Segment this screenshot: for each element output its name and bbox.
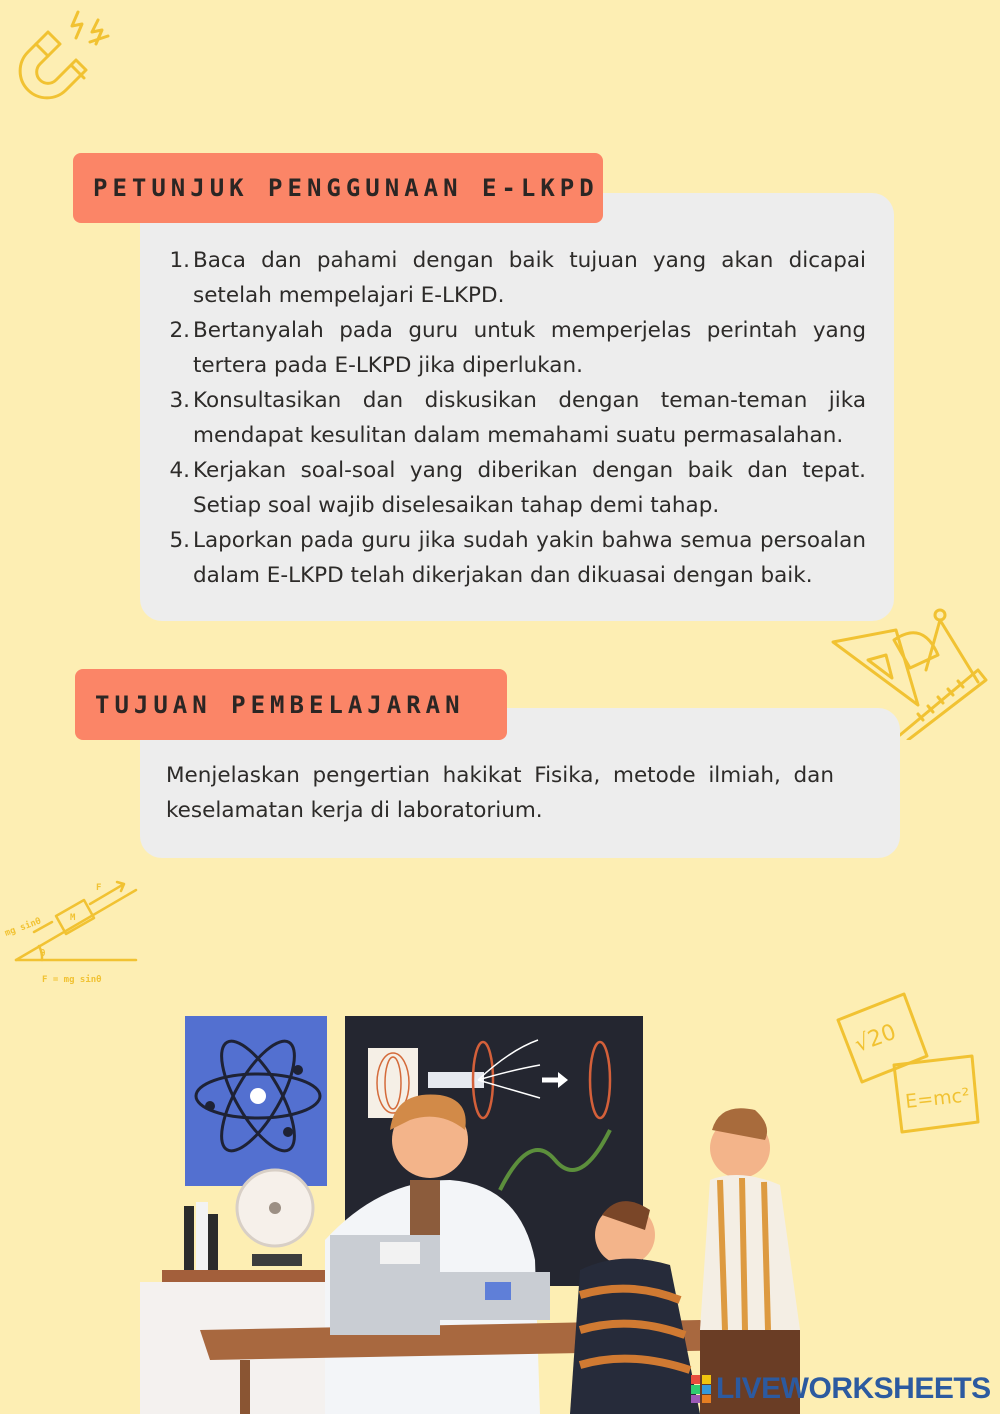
watermark-text: LIVEWORKSHEETS [716, 1372, 991, 1405]
instructions-header [73, 153, 603, 223]
list-item: 1. Baca dan pahami dengan baik tujuan yang akan dicapai setelah mempelajari E-LKPD. [169, 248, 866, 308]
list-item: 4. Kerjakan soal-soal yang diberikan dengan baik dan tepat. Setiap soal wajib diselesaikan tahap demi tahap. [169, 458, 866, 518]
mass-label: M [70, 913, 76, 923]
instructions-title: PETUNJUK PENGGUNAAN E-LKPD [93, 174, 599, 202]
liveworksheets-logo [690, 1372, 991, 1406]
objectives-text: Menjelaskan pengertian hakikat Fisika, metode ilmiah, dan keselamatan kerja di laboratorium. [166, 763, 834, 823]
list-item: 3. Konsultasikan dan diskusikan dengan teman-teman jika mendapat kesulitan dalam memahami suatu permasalahan. [169, 388, 866, 448]
instructions-list [140, 243, 866, 593]
instructions-card [140, 193, 894, 621]
objectives-header [75, 669, 507, 740]
angle-label: θ [40, 949, 46, 959]
list-item: 5. Laporkan pada guru jika sudah yakin bahwa semua persoalan dalam E-LKPD telah dikerjakan dan dikuasai dengan baik. [169, 528, 866, 588]
incline-plane-icon [4, 878, 144, 993]
magnet-icon [8, 2, 128, 112]
list-item: 2. Bertanyalah pada guru untuk memperjelas perintah yang tertera pada E-LKPD jika diperlukan. [169, 318, 866, 378]
equation-label: F = mg sinθ [42, 975, 102, 985]
objectives-title: TUJUAN PEMBELAJARAN [95, 690, 465, 719]
energy-label: E=mc² [904, 1084, 971, 1113]
force-label: F [96, 883, 102, 893]
component-label: mg sinθ [4, 916, 43, 939]
sqrt-label: √20 [851, 1019, 900, 1058]
liveworksheets-mark-icon [690, 1374, 712, 1404]
physics-lab-illustration [140, 1010, 860, 1414]
